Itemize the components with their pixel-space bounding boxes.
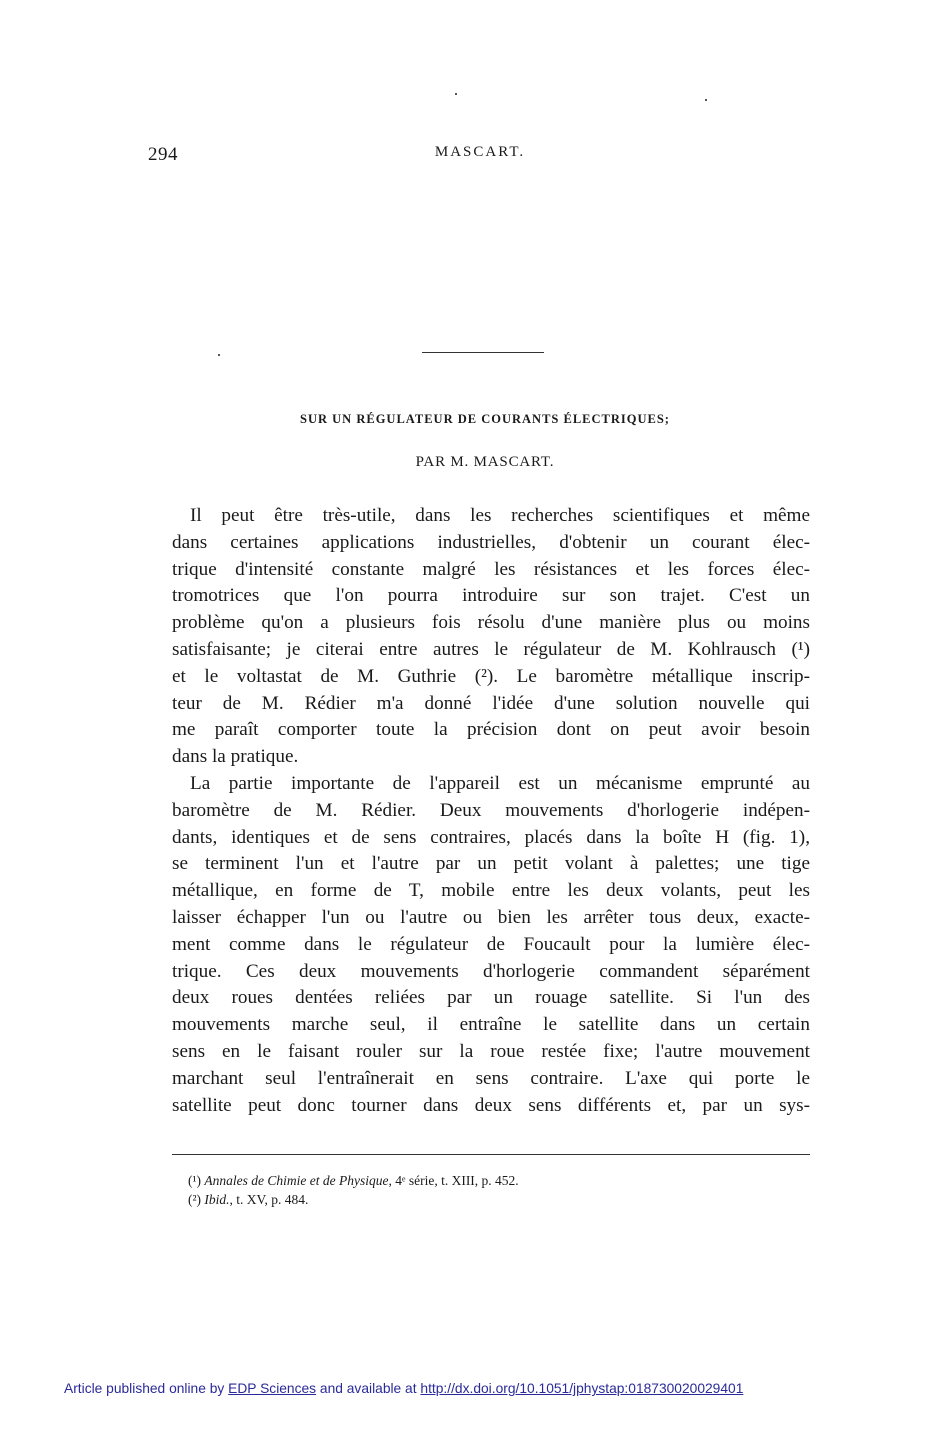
body-line: baromètre de M. Rédier. Deux mouvements d'horlogerie indépen- xyxy=(172,799,810,821)
body-line: me paraît comporter toute la précision dont on peut avoir besoin xyxy=(172,719,810,741)
body-line: mouvements marche seul, il entraîne le satellite dans un certain xyxy=(172,1014,810,1036)
body-line: trique. Ces deux mouvements d'horlogerie commandent séparément xyxy=(172,960,810,982)
footnote-source: Ibid. xyxy=(204,1192,230,1207)
body-line: problème qu'on a plusieurs fois résolu d'une manière plus ou moins xyxy=(172,612,810,634)
body-line: marchant seul l'entraînerait en sens contraire. L'axe qui porte le xyxy=(172,1067,810,1089)
footnote-source: Annales de Chimie et de Physique xyxy=(204,1173,389,1188)
body-line: dants, identiques et de sens contraires, placés dans la boîte H (fig. 1), xyxy=(172,826,810,848)
body-line: La partie importante de l'appareil est un mécanisme emprunté au xyxy=(190,772,810,794)
body-line: dans certaines applications industrielles, d'obtenir un courant élec- xyxy=(172,531,810,553)
footnote-1 xyxy=(188,1171,519,1190)
body-line: satisfaisante; je citerai entre autres le régulateur de M. Kohlrausch (¹) xyxy=(172,638,810,660)
body-line: sens en le faisant rouler sur la roue restée fixe; l'autre mouvement xyxy=(172,1040,810,1062)
footnote-details: , t. XV, p. 484. xyxy=(229,1192,309,1207)
body-line: se terminent l'un et l'autre par un petit volant à palettes; une tige xyxy=(172,853,810,875)
publisher-link[interactable]: EDP Sciences xyxy=(228,1381,317,1396)
body-line: dans la pratique. xyxy=(172,746,299,768)
body-line: laisser échapper l'un ou l'autre ou bien les arrêter tous deux, exacte- xyxy=(172,906,810,928)
banner-prefix: Article published online by xyxy=(64,1381,229,1396)
running-head: MASCART. xyxy=(434,144,526,160)
doi-link[interactable]: http://dx.doi.org/10.1051/jphystap:018730020029401 xyxy=(420,1381,744,1396)
footnote-rule xyxy=(172,1154,810,1155)
footnote-mark: (²) xyxy=(188,1192,202,1207)
body-line: deux roues dentées reliées par un rouage satellite. Si l'un des xyxy=(172,987,810,1009)
body-line: satellite peut donc tourner dans deux sens différents et, par un sys- xyxy=(172,1094,810,1116)
article-byline: PAR M. MASCART. xyxy=(415,454,555,470)
page-number: 294 xyxy=(148,144,178,165)
article-title: SUR UN RÉGULATEUR DE COURANTS ÉLECTRIQUES; xyxy=(300,412,670,426)
title-separator-rule xyxy=(422,352,544,353)
footnote-details: , 4ᵉ série, t. XIII, p. 452. xyxy=(388,1173,519,1188)
body-line: métallique, en forme de T, mobile entre les deux volants, peut les xyxy=(172,880,810,902)
body-line: Il peut être très-utile, dans les recherches scientifiques et même xyxy=(190,505,810,526)
body-line: et le voltastat de M. Guthrie (²). Le baromètre métallique inscrip- xyxy=(172,665,810,687)
footnote-2 xyxy=(188,1190,519,1209)
body-line: ment comme dans le régulateur de Foucault pour la lumière élec- xyxy=(172,933,810,955)
body-text xyxy=(172,503,810,1119)
body-line: tromotrices que l'on pourra introduire sur son trajet. C'est un xyxy=(172,585,810,607)
publication-banner xyxy=(64,1381,743,1396)
banner-middle: and available at xyxy=(316,1381,421,1396)
footnote-mark: (¹) xyxy=(188,1173,202,1188)
body-line: teur de M. Rédier m'a donné l'idée d'une solution nouvelle qui xyxy=(172,692,810,714)
body-line: trique d'intensité constante malgré les résistances et les forces élec- xyxy=(172,558,810,580)
footnotes xyxy=(188,1171,519,1209)
